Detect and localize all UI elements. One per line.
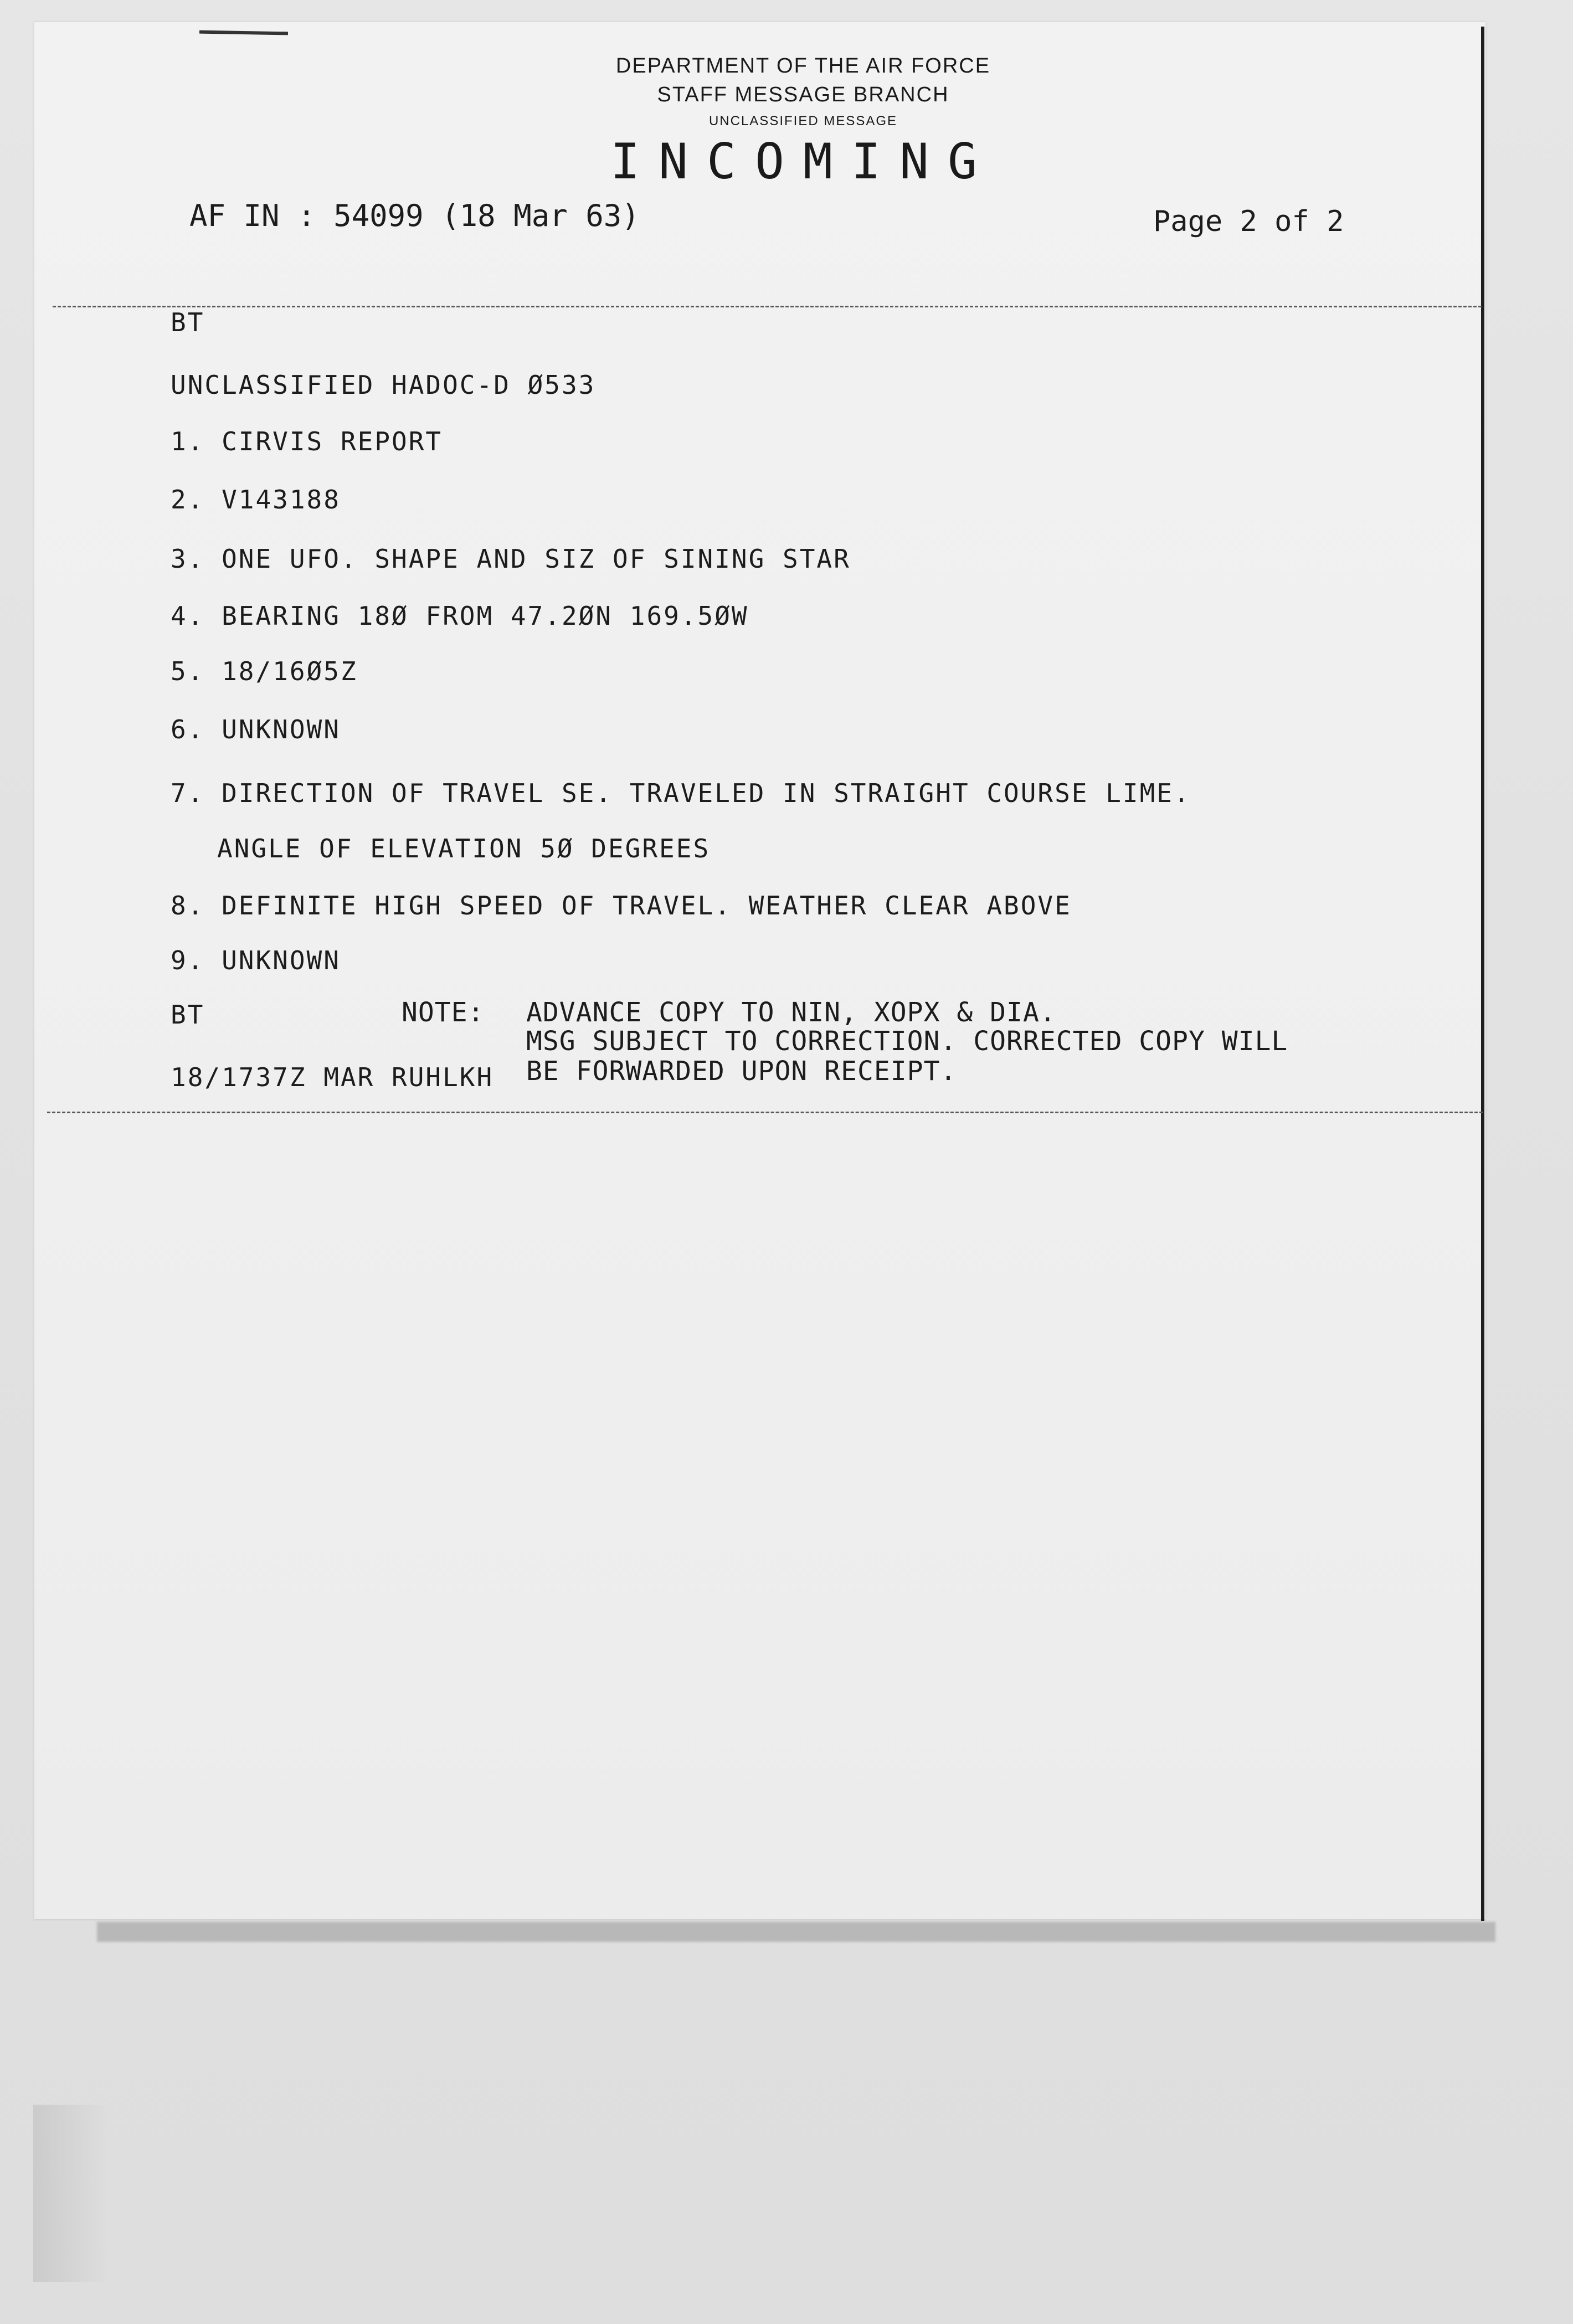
report-item: 5. 18/16Ø5Z [171,656,358,686]
paper-shadow [97,1922,1495,1942]
scan-stain [33,2105,111,2282]
classification-label: UNCLASSIFIED MESSAGE [708,114,898,128]
report-item: 1. CIRVIS REPORT [171,426,443,456]
report-item: 9. UNKNOWN [171,945,341,975]
bottom-divider [47,1112,1483,1113]
note-label: NOTE: [402,997,485,1028]
page-indicator: Page 2 of 2 [1153,205,1344,238]
note-line: BE FORWARDED UPON RECEIPT. [526,1056,957,1087]
classification-line: UNCLASSIFIED HADOC-D Ø533 [171,370,596,400]
report-item: 2. V143188 [171,485,341,515]
report-item: 7. DIRECTION OF TRAVEL SE. TRAVELED IN STRAIGHT COURSE LIME. [171,778,1191,808]
message-id: AF IN : 54099 (18 Mar 63) [189,198,640,233]
break-marker-open: BT [171,307,205,337]
report-item: 8. DEFINITE HIGH SPEED OF TRAVEL. WEATHER CLEAR ABOVE [171,891,1072,921]
report-item: 6. UNKNOWN [171,714,341,744]
note-line: ADVANCE COPY TO NIN, XOPX & DIA. [526,997,1056,1028]
date-time-group: 18/1737Z MAR RUHLKH [171,1062,494,1092]
report-item: 3. ONE UFO. SHAPE AND SIZ OF SINING STAR [171,544,851,574]
branch-title: STAFF MESSAGE BRANCH [657,83,949,106]
break-marker-close: BT [171,1000,205,1030]
report-item: 4. BEARING 18Ø FROM 47.2ØN 169.5ØW [171,601,749,631]
note-line: MSG SUBJECT TO CORRECTION. CORRECTED COPY WILL [526,1026,1288,1057]
report-item-continuation: ANGLE OF ELEVATION 5Ø DEGREES [217,834,711,863]
department-title: DEPARTMENT OF THE AIR FORCE [615,54,991,78]
top-divider [53,306,1482,307]
paper-edge [1481,27,1484,1921]
form-title: INCOMING [610,133,996,190]
